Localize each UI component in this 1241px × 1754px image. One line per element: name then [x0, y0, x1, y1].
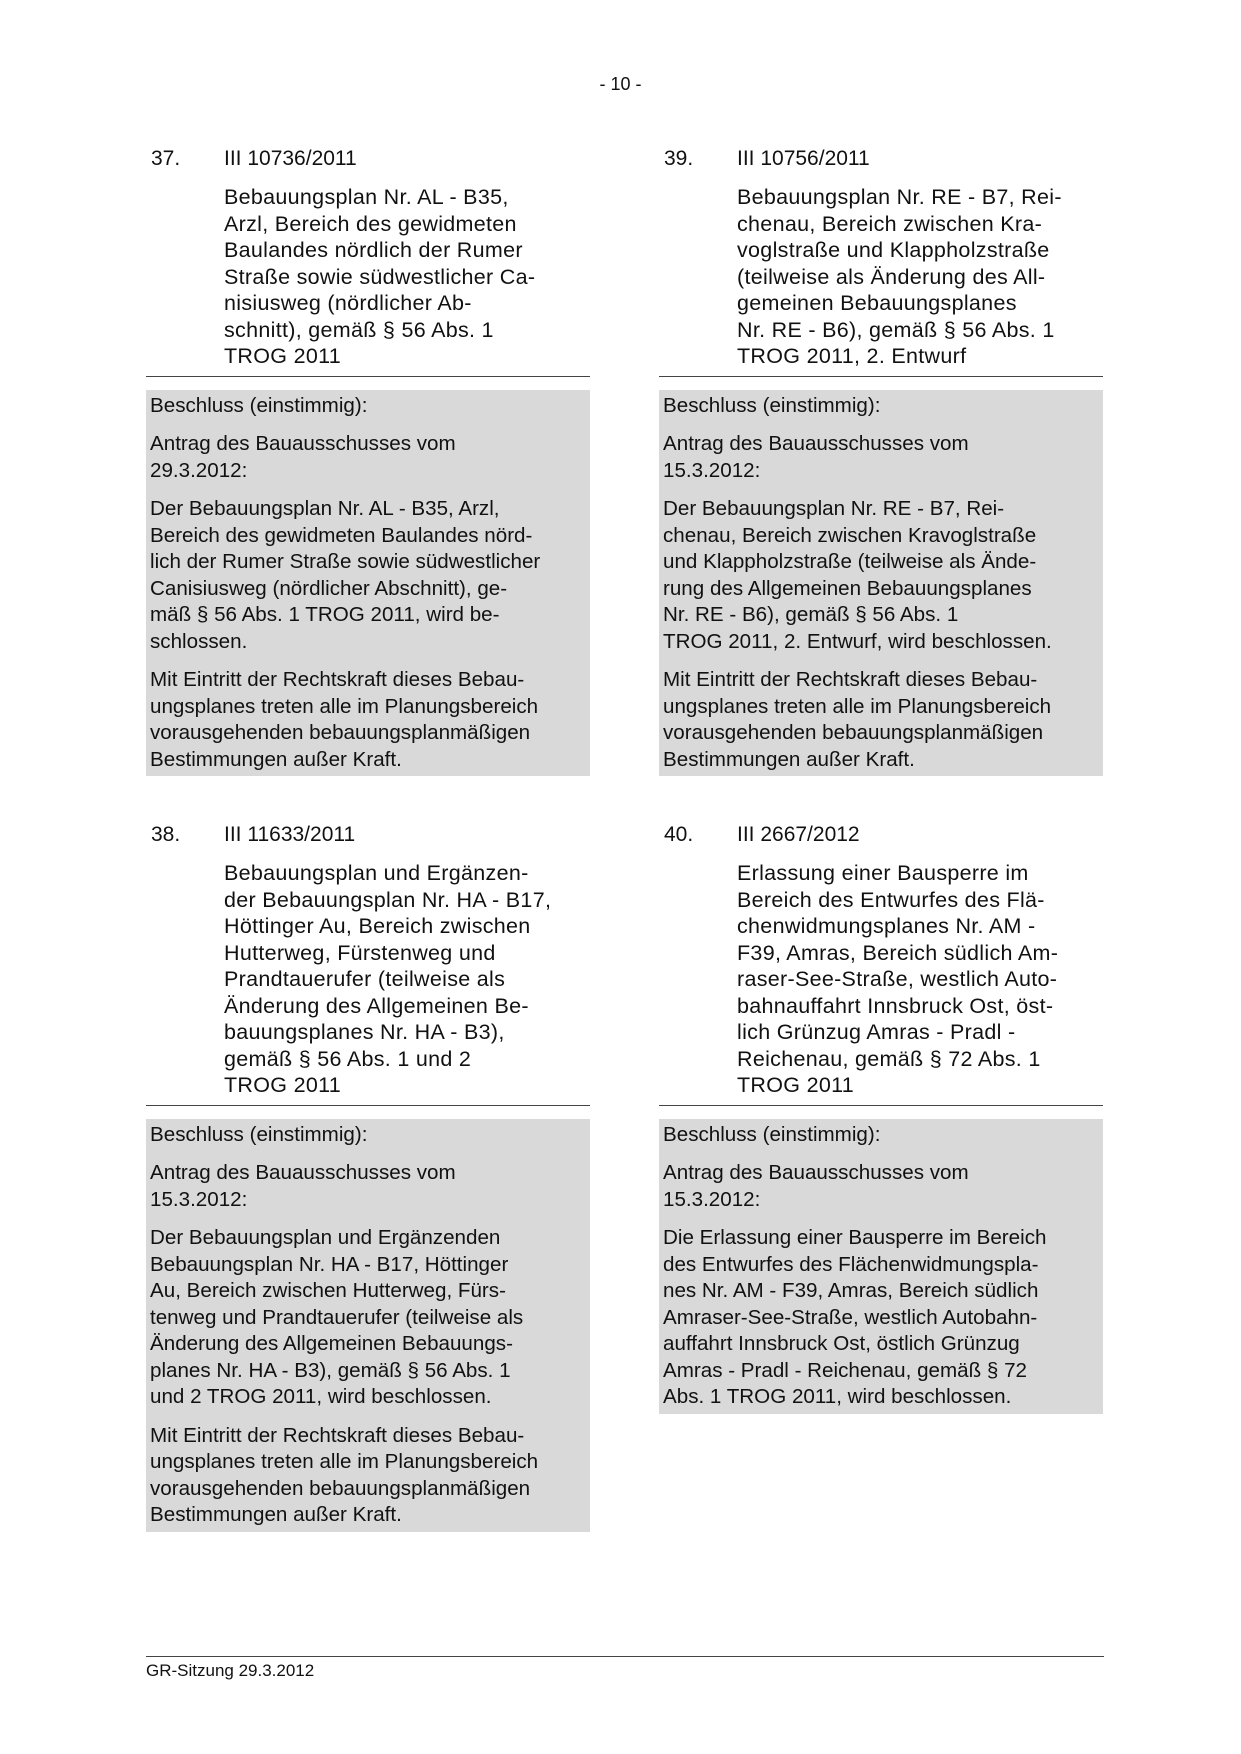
motion-text: Antrag des Bauausschusses vom 15.3.2012: [663, 1161, 969, 1211]
motion-text: Antrag des Bauausschusses vom 29.3.2012: [150, 432, 456, 482]
divider [659, 376, 1103, 377]
decision-label: Beschluss (einstimmig): [663, 393, 881, 417]
decision-box [146, 390, 590, 777]
item-reference: III 10736/2011 [224, 147, 357, 170]
item-number: 37. [151, 147, 181, 170]
divider [659, 1105, 1103, 1106]
agenda-item-37 [146, 146, 590, 776]
decision-box [659, 1119, 1103, 1414]
motion-text: Antrag des Bauausschusses vom 15.3.2012: [663, 432, 969, 482]
item-number: 38. [151, 823, 181, 846]
page-number: - 10 - [599, 74, 642, 94]
decision-box [146, 1119, 590, 1532]
resolution-text: Die Erlassung einer Bausperre im Bereich des Entwurfes des Flächenwidmungspla- nes Nr. AM - F39, Amras, Bereich südlich Amraser-See-Straße, westlich Autobahn- auffahrt Innsbruck Ost, östlich Grünzug Amras - Pradl - Reichenau, gemäß § 72 Abs. 1 TROG 2011, wird beschlossen. [663, 1226, 1047, 1408]
decision-label: Beschluss (einstimmig): [663, 1122, 881, 1146]
item-reference: III 2667/2012 [737, 823, 860, 846]
item-reference: III 10756/2011 [737, 147, 870, 170]
note-text: Mit Eintritt der Rechtskraft dieses Bebau- ungsplanes treten alle im Planungsbereich vorausgehenden bebauungsplanmäßigen Bestimmungen außer Kraft. [150, 668, 539, 771]
page-footer [146, 1656, 1104, 1681]
divider [146, 1105, 590, 1106]
resolution-text: Der Bebauungsplan Nr. AL - B35, Arzl, Bereich des gewidmeten Baulandes nörd- lich der Rumer Straße sowie südwestlicher Canisiusweg (nördlicher Abschnitt), ge- mäß § 56 Abs. 1 TROG 2011, wird be- schlossen. [150, 497, 541, 653]
item-title: Erlassung einer Bausperre im Bereich des Entwurfes des Flä- chenwidmungsplanes Nr. AM - F39, Amras, Bereich südlich Am- raser-See-Straße, westlich Auto- bahnauffahrt Innsbruck Ost, öst- lich Grünzug Amras - Pradl - Reichenau, gemäß § 72 Abs. 1 TROG 2011 [737, 861, 1059, 1097]
agenda-item-40 [659, 822, 1103, 1414]
item-number: 39. [664, 147, 694, 170]
resolution-text: Der Bebauungsplan Nr. RE - B7, Rei- chenau, Bereich zwischen Kravoglstraße und Klappholzstraße (teilweise als Ände- rung des Allgemeinen Bebauungsplanes Nr. RE - B6), gemäß § 56 Abs. 1 TROG 2011, 2. Entwurf, wird beschlossen. [663, 497, 1052, 653]
motion-text: Antrag des Bauausschusses vom 15.3.2012: [150, 1161, 456, 1211]
footer-text: GR-Sitzung 29.3.2012 [146, 1661, 315, 1680]
item-header [146, 822, 590, 848]
divider [146, 376, 590, 377]
decision-box [659, 390, 1103, 777]
item-header [146, 146, 590, 172]
note-text: Mit Eintritt der Rechtskraft dieses Bebau- ungsplanes treten alle im Planungsbereich vorausgehenden bebauungsplanmäßigen Bestimmungen außer Kraft. [150, 1423, 539, 1526]
resolution-text: Der Bebauungsplan und Ergänzenden Bebauungsplan Nr. HA - B17, Höttinger Au, Bereich zwischen Hutterweg, Fürs- tenweg und Prandtauerufer (teilweise als Änderung des Allgemeinen Bebauungs- planes Nr. HA - B3), gemäß § 56 Abs. 1 und 2 TROG 2011, wird beschlossen. [150, 1226, 524, 1408]
decision-label: Beschluss (einstimmig): [150, 1122, 368, 1146]
decision-label: Beschluss (einstimmig): [150, 393, 368, 417]
item-title: Bebauungsplan Nr. RE - B7, Rei- chenau, Bereich zwischen Kra- voglstraße und Klappholzstraße (teilweise als Änderung des All- gemeinen Bebauungsplanes Nr. RE - B6), gemäß § 56 Abs. 1 TROG 2011, 2. Entwurf [737, 185, 1062, 368]
item-title: Bebauungsplan Nr. AL - B35, Arzl, Bereich des gewidmeten Baulandes nördlich der Rumer Straße sowie südwestlicher Ca- nisiusweg (nördlicher Ab- schnitt), gemäß § 56 Abs. 1 TROG 2011 [224, 185, 536, 368]
item-number: 40. [664, 823, 694, 846]
agenda-item-38 [146, 822, 590, 1532]
item-header [659, 146, 1103, 172]
item-header [659, 822, 1103, 848]
note-text: Mit Eintritt der Rechtskraft dieses Bebau- ungsplanes treten alle im Planungsbereich vorausgehenden bebauungsplanmäßigen Bestimmungen außer Kraft. [663, 668, 1052, 771]
item-title: Bebauungsplan und Ergänzen- der Bebauungsplan Nr. HA - B17, Höttinger Au, Bereich zwischen Hutterweg, Fürstenweg und Prandtauerufer (teilweise als Änderung des Allgemeinen Be- bauungsplanes Nr. HA - B3), gemäß § 56 Abs. 1 und 2 TROG 2011 [224, 861, 552, 1097]
agenda-item-39 [659, 146, 1103, 776]
item-reference: III 11633/2011 [224, 823, 356, 846]
